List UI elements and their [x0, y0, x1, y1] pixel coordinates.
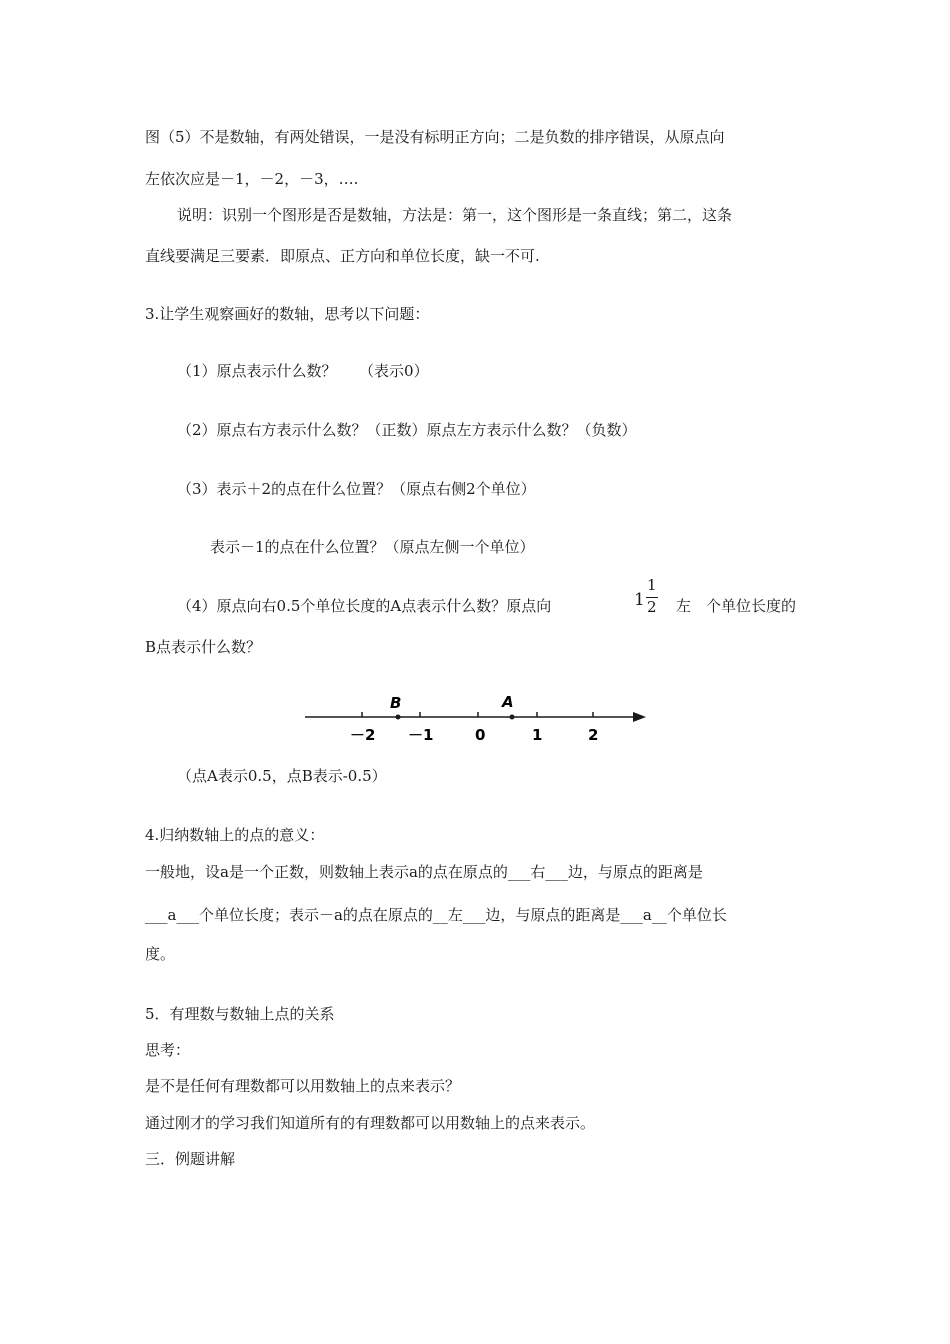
point-a-dot	[510, 715, 515, 720]
paragraph-line: 图（5）不是数轴，有两处错误，一是没有标明正方向；二是负数的排序错误，从原点向	[145, 128, 725, 146]
question-1: （1）原点表示什么数？ （表示0）	[177, 362, 429, 380]
question-3b: 表示－1的点在什么位置？（原点左侧一个单位）	[210, 538, 535, 556]
answer-line: （点A表示0.5，点B表示-0.5）	[177, 767, 387, 785]
question-4-line2: B点表示什么数？	[145, 638, 262, 656]
paragraph-line: 说明：识别一个图形是否是数轴，方法是：第一，这个图形是一条直线；第二，这条	[177, 206, 733, 224]
mixed-fraction	[634, 576, 660, 620]
question-3: （3）表示＋2的点在什么位置？（原点右侧2个单位）	[177, 480, 536, 498]
question-4: （4）原点向右0.5个单位长度的A点表示什么数？原点向	[177, 597, 552, 615]
point-a-label: A	[502, 693, 514, 711]
paragraph-line: ___a___个单位长度；表示－a的点在原点的__左___边，与原点的距离是___a__个单位长	[145, 906, 727, 924]
tick-label: 0	[475, 726, 486, 744]
think-label: 思考：	[145, 1041, 191, 1059]
tick-label: －2	[350, 726, 376, 744]
question-line: 是不是任何有理数都可以用数轴上的点来表示？	[145, 1077, 461, 1095]
question-4-continued: 左 个单位长度的	[676, 597, 797, 615]
fraction-whole: 1	[634, 590, 645, 610]
number-line-figure	[300, 690, 660, 750]
paragraph-line: 度。	[145, 945, 176, 963]
section-4-heading: 4.归纳数轴上的点的意义：	[145, 826, 325, 844]
question-2: （2）原点右方表示什么数？（正数）原点左方表示什么数？（负数）	[177, 421, 637, 439]
paragraph-line: 直线要满足三要素．即原点、正方向和单位长度，缺一不可.	[145, 247, 540, 265]
paragraph-line: 一般地，设a是一个正数，则数轴上表示a的点在原点的___右___边，与原点的距离是	[145, 863, 703, 881]
answer-line: 通过刚才的学习我们知道所有的有理数都可以用数轴上的点来表示。	[145, 1114, 596, 1132]
point-b-dot	[396, 715, 401, 720]
section-3-heading: 3.让学生观察画好的数轴，思考以下问题：	[145, 305, 430, 323]
section-heading: 三．例题讲解	[145, 1150, 236, 1168]
tick-label: －1	[408, 726, 434, 744]
number-line-arrow-icon	[633, 712, 646, 722]
section-5-heading: 5．有理数与数轴上点的关系	[145, 1005, 335, 1023]
tick-label: 1	[532, 726, 543, 744]
fraction-denominator: 2	[647, 598, 657, 616]
point-b-label: B	[390, 694, 402, 712]
tick-label: 2	[588, 726, 599, 744]
fraction-numerator: 1	[647, 576, 657, 594]
paragraph-line: 左依次应是－1，－2，－3，….	[145, 170, 359, 188]
